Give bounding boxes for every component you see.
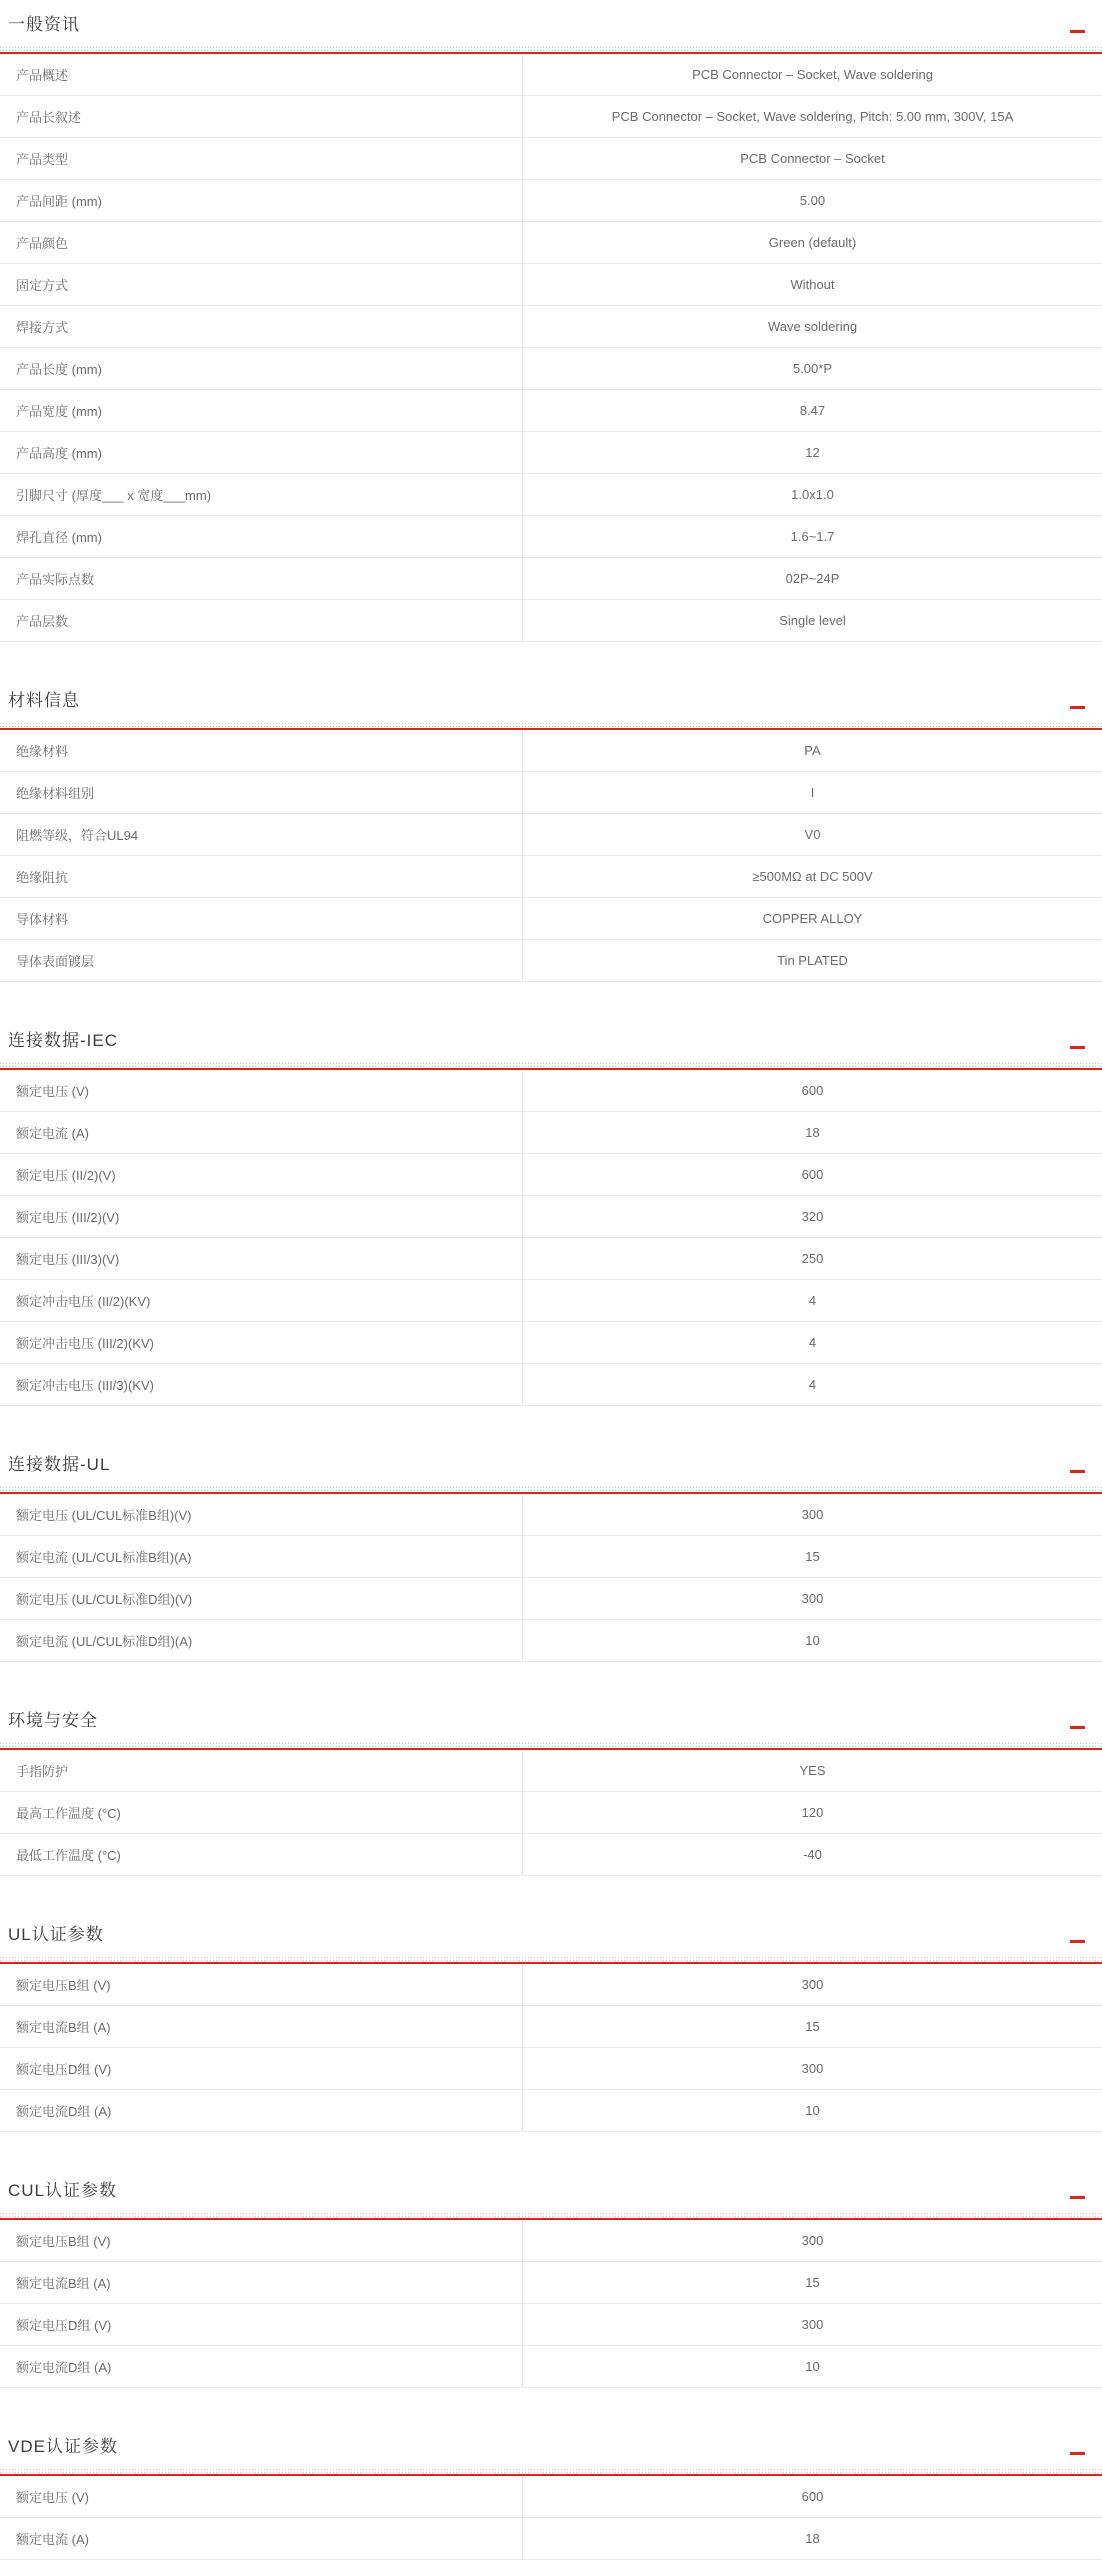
spec-label: 产品实际点数	[0, 558, 523, 599]
spec-value: 4	[808, 1377, 817, 1392]
section-vde-certification	[0, 2434, 1102, 2560]
spec-value: 5.00*P	[792, 361, 833, 376]
spec-value: 8.47	[799, 403, 826, 418]
section-cul-certification	[0, 2178, 1102, 2388]
spec-table	[0, 54, 1102, 642]
spec-row	[0, 432, 1102, 474]
spec-value: 1.6~1.7	[790, 529, 835, 544]
dotted-line	[0, 1746, 1102, 1747]
spec-row	[0, 264, 1102, 306]
dotted-line	[0, 2216, 1102, 2217]
spec-row	[0, 1280, 1102, 1322]
spec-label: 产品高度 (mm)	[0, 432, 523, 473]
spec-label: 额定电流 (UL/CUL标准D组)(A)	[0, 1620, 523, 1661]
spec-label: 绝缘阻抗	[0, 856, 523, 897]
spec-label: 产品宽度 (mm)	[0, 390, 523, 431]
spec-value: 4	[808, 1335, 817, 1350]
spec-row	[0, 1792, 1102, 1834]
spec-label: 额定电压 (UL/CUL标准B组)(V)	[0, 1494, 523, 1535]
spec-row	[0, 348, 1102, 390]
spec-table	[0, 1494, 1102, 1662]
spec-value: Tin PLATED	[777, 953, 848, 968]
spec-value: PA	[804, 743, 821, 758]
spec-value: ≥500MΩ at DC 500V	[752, 869, 873, 884]
section-material-info	[0, 688, 1102, 982]
minus-icon[interactable]	[1070, 1726, 1085, 1729]
spec-row	[0, 2090, 1102, 2132]
spec-row	[0, 2048, 1102, 2090]
dotted-line	[0, 1490, 1102, 1491]
spec-value: 1.0x1.0	[791, 487, 834, 502]
spec-label: 额定电压 (II/2)(V)	[0, 1154, 523, 1195]
spec-value: 250	[801, 1251, 824, 1266]
spec-value: 600	[801, 1167, 824, 1182]
spec-label: 额定冲击电压 (II/2)(KV)	[0, 1280, 523, 1321]
spec-value: Wave soldering	[767, 319, 858, 334]
spec-label: 导体表面镀层	[0, 940, 523, 981]
spec-value: 300	[801, 1591, 824, 1606]
spec-row	[0, 516, 1102, 558]
spec-label: 额定电压D组 (V)	[0, 2048, 523, 2089]
spec-value: 320	[801, 1209, 824, 1224]
minus-icon[interactable]	[1070, 706, 1085, 709]
spec-value: 300	[801, 2061, 824, 2076]
spec-value: PCB Connector – Socket, Wave soldering, Pitch: 5.00 mm, 300V, 15A	[611, 109, 1014, 124]
spec-value: Without	[790, 277, 835, 292]
spec-value: 600	[801, 2489, 824, 2504]
spec-label: 额定电流D组 (A)	[0, 2090, 523, 2131]
section-divider	[0, 47, 1102, 54]
spec-row	[0, 1196, 1102, 1238]
spec-value: 300	[801, 2317, 824, 2332]
spec-label: 产品间距 (mm)	[0, 180, 523, 221]
spec-label: 最高工作温度 (°C)	[0, 1792, 523, 1833]
spec-label: 额定冲击电压 (III/3)(KV)	[0, 1364, 523, 1405]
dotted-line	[0, 50, 1102, 51]
spec-row	[0, 772, 1102, 814]
section-title: 连接数据-IEC	[8, 1031, 118, 1050]
spec-label: 额定电压 (III/3)(V)	[0, 1238, 523, 1279]
section-header	[0, 1922, 1102, 1948]
section-connection-data-iec	[0, 1028, 1102, 1406]
section-divider	[0, 1487, 1102, 1494]
section-divider	[0, 1743, 1102, 1750]
section-divider	[0, 723, 1102, 730]
spec-value: PCB Connector – Socket	[740, 151, 885, 166]
spec-row	[0, 1154, 1102, 1196]
spec-label: 产品类型	[0, 138, 523, 179]
spec-row	[0, 96, 1102, 138]
spec-row	[0, 2304, 1102, 2346]
dotted-line	[0, 1960, 1102, 1961]
spec-label: 焊接方式	[0, 306, 523, 347]
spec-label: 额定电压B组 (V)	[0, 2220, 523, 2261]
spec-row	[0, 2006, 1102, 2048]
spec-row	[0, 940, 1102, 982]
spec-value: 10	[805, 2359, 820, 2374]
dotted-line	[0, 2213, 1102, 2214]
spec-row	[0, 1112, 1102, 1154]
spec-value: V0	[804, 827, 821, 842]
spec-label: 额定电流B组 (A)	[0, 2262, 523, 2303]
spec-row	[0, 1070, 1102, 1112]
section-header	[0, 1452, 1102, 1478]
spec-row	[0, 2220, 1102, 2262]
spec-value: Green (default)	[768, 235, 857, 250]
spec-value: 300	[801, 1977, 824, 1992]
spec-row	[0, 1578, 1102, 1620]
spec-label: 额定电流 (A)	[0, 1112, 523, 1153]
spec-value: 18	[805, 1125, 820, 1140]
spec-row	[0, 1322, 1102, 1364]
section-header	[0, 2434, 1102, 2460]
spec-table	[0, 1070, 1102, 1406]
minus-icon[interactable]	[1070, 2196, 1085, 2199]
section-header	[0, 1028, 1102, 1054]
section-title: UL认证参数	[8, 1925, 104, 1944]
spec-value: 10	[805, 1633, 820, 1648]
spec-value: 10	[805, 2103, 820, 2118]
spec-row	[0, 1364, 1102, 1406]
spec-label: 焊孔直径 (mm)	[0, 516, 523, 557]
spec-label: 产品概述	[0, 54, 523, 95]
spec-row	[0, 856, 1102, 898]
spec-row	[0, 730, 1102, 772]
spec-label: 产品长度 (mm)	[0, 348, 523, 389]
spec-table	[0, 2220, 1102, 2388]
spec-label: 阻燃等级，符合UL94	[0, 814, 523, 855]
dotted-line	[0, 2472, 1102, 2473]
spec-label: 最低工作温度 (°C)	[0, 1834, 523, 1875]
minus-icon[interactable]	[1070, 2452, 1085, 2455]
spec-row	[0, 138, 1102, 180]
spec-value: YES	[799, 1763, 826, 1778]
section-title: 连接数据-UL	[8, 1455, 111, 1474]
dotted-line	[0, 2469, 1102, 2470]
spec-row	[0, 1964, 1102, 2006]
spec-row	[0, 1834, 1102, 1876]
spec-label: 额定电压 (UL/CUL标准D组)(V)	[0, 1578, 523, 1619]
spec-value: I	[810, 785, 815, 800]
dotted-line	[0, 1743, 1102, 1744]
section-header	[0, 2178, 1102, 2204]
dotted-line	[0, 1066, 1102, 1067]
spec-row	[0, 1536, 1102, 1578]
spec-row	[0, 2476, 1102, 2518]
spec-label: 额定电压 (V)	[0, 2476, 523, 2517]
spec-label: 额定电流 (UL/CUL标准B组)(A)	[0, 1536, 523, 1577]
dotted-line	[0, 723, 1102, 724]
spec-label: 手指防护	[0, 1750, 523, 1791]
spec-table	[0, 1750, 1102, 1876]
dotted-line	[0, 1957, 1102, 1958]
section-connection-data-ul	[0, 1452, 1102, 1662]
section-divider	[0, 1063, 1102, 1070]
spec-row	[0, 180, 1102, 222]
spec-value: 120	[801, 1805, 824, 1820]
dotted-line	[0, 726, 1102, 727]
spec-row	[0, 222, 1102, 264]
minus-icon[interactable]	[1070, 1470, 1085, 1473]
spec-table	[0, 1964, 1102, 2132]
spec-value: -40	[803, 1847, 822, 1862]
spec-row	[0, 1750, 1102, 1792]
spec-label: 产品层数	[0, 600, 523, 641]
spec-value: 300	[801, 2233, 824, 2248]
spec-row	[0, 1494, 1102, 1536]
spec-row	[0, 1620, 1102, 1662]
spec-row	[0, 2346, 1102, 2388]
section-divider	[0, 1957, 1102, 1964]
section-ul-certification	[0, 1922, 1102, 2132]
section-environment-safety	[0, 1708, 1102, 1876]
section-header	[0, 1708, 1102, 1734]
section-title: 环境与安全	[8, 1711, 98, 1730]
spec-row	[0, 54, 1102, 96]
spec-value: COPPER ALLOY	[762, 911, 863, 926]
spec-table	[0, 730, 1102, 982]
dotted-line	[0, 47, 1102, 48]
section-title: VDE认证参数	[8, 2437, 118, 2456]
spec-label: 额定电流 (A)	[0, 2518, 523, 2559]
section-header	[0, 688, 1102, 714]
section-title: 材料信息	[8, 691, 80, 710]
spec-value: 15	[805, 1549, 820, 1564]
minus-icon[interactable]	[1070, 1046, 1085, 1049]
spec-row	[0, 814, 1102, 856]
spec-value: 02P~24P	[785, 571, 840, 586]
spec-label: 引脚尺寸 (厚度___ x 宽度___mm)	[0, 474, 523, 515]
spec-value: 5.00	[799, 193, 826, 208]
spec-row	[0, 306, 1102, 348]
spec-row	[0, 474, 1102, 516]
spec-value: 4	[808, 1293, 817, 1308]
spec-label: 绝缘材料	[0, 730, 523, 771]
spec-label: 导体材料	[0, 898, 523, 939]
dotted-line	[0, 1487, 1102, 1488]
spec-label: 额定电压B组 (V)	[0, 1964, 523, 2005]
spec-row	[0, 2518, 1102, 2560]
spec-label: 额定冲击电压 (III/2)(KV)	[0, 1322, 523, 1363]
section-general-info	[0, 12, 1102, 642]
spec-label: 额定电压 (V)	[0, 1070, 523, 1111]
section-header	[0, 12, 1102, 38]
section-divider	[0, 2469, 1102, 2476]
spec-table	[0, 2476, 1102, 2560]
spec-value: PCB Connector – Socket, Wave soldering	[692, 67, 933, 82]
spec-value: 300	[801, 1507, 824, 1522]
spec-label: 额定电流B组 (A)	[0, 2006, 523, 2047]
spec-label: 绝缘材料组别	[0, 772, 523, 813]
section-title: 一般资讯	[8, 15, 80, 34]
spec-label: 额定电流D组 (A)	[0, 2346, 523, 2387]
spec-value: 600	[801, 1083, 824, 1098]
minus-icon[interactable]	[1070, 1940, 1085, 1943]
spec-value: 12	[805, 445, 820, 460]
spec-row	[0, 898, 1102, 940]
section-divider	[0, 2213, 1102, 2220]
spec-value: Single level	[779, 613, 846, 628]
section-title: CUL认证参数	[8, 2181, 118, 2200]
spec-label: 固定方式	[0, 264, 523, 305]
spec-value: 15	[805, 2019, 820, 2034]
spec-row	[0, 2262, 1102, 2304]
dotted-line	[0, 1063, 1102, 1064]
spec-row	[0, 558, 1102, 600]
spec-label: 产品长叙述	[0, 96, 523, 137]
spec-row	[0, 390, 1102, 432]
spec-row	[0, 600, 1102, 642]
spec-label: 额定电压 (III/2)(V)	[0, 1196, 523, 1237]
spec-row	[0, 1238, 1102, 1280]
spec-value: 15	[805, 2275, 820, 2290]
spec-value: 18	[805, 2531, 820, 2546]
spec-label: 额定电压D组 (V)	[0, 2304, 523, 2345]
spec-label: 产品颜色	[0, 222, 523, 263]
minus-icon[interactable]	[1070, 30, 1085, 33]
